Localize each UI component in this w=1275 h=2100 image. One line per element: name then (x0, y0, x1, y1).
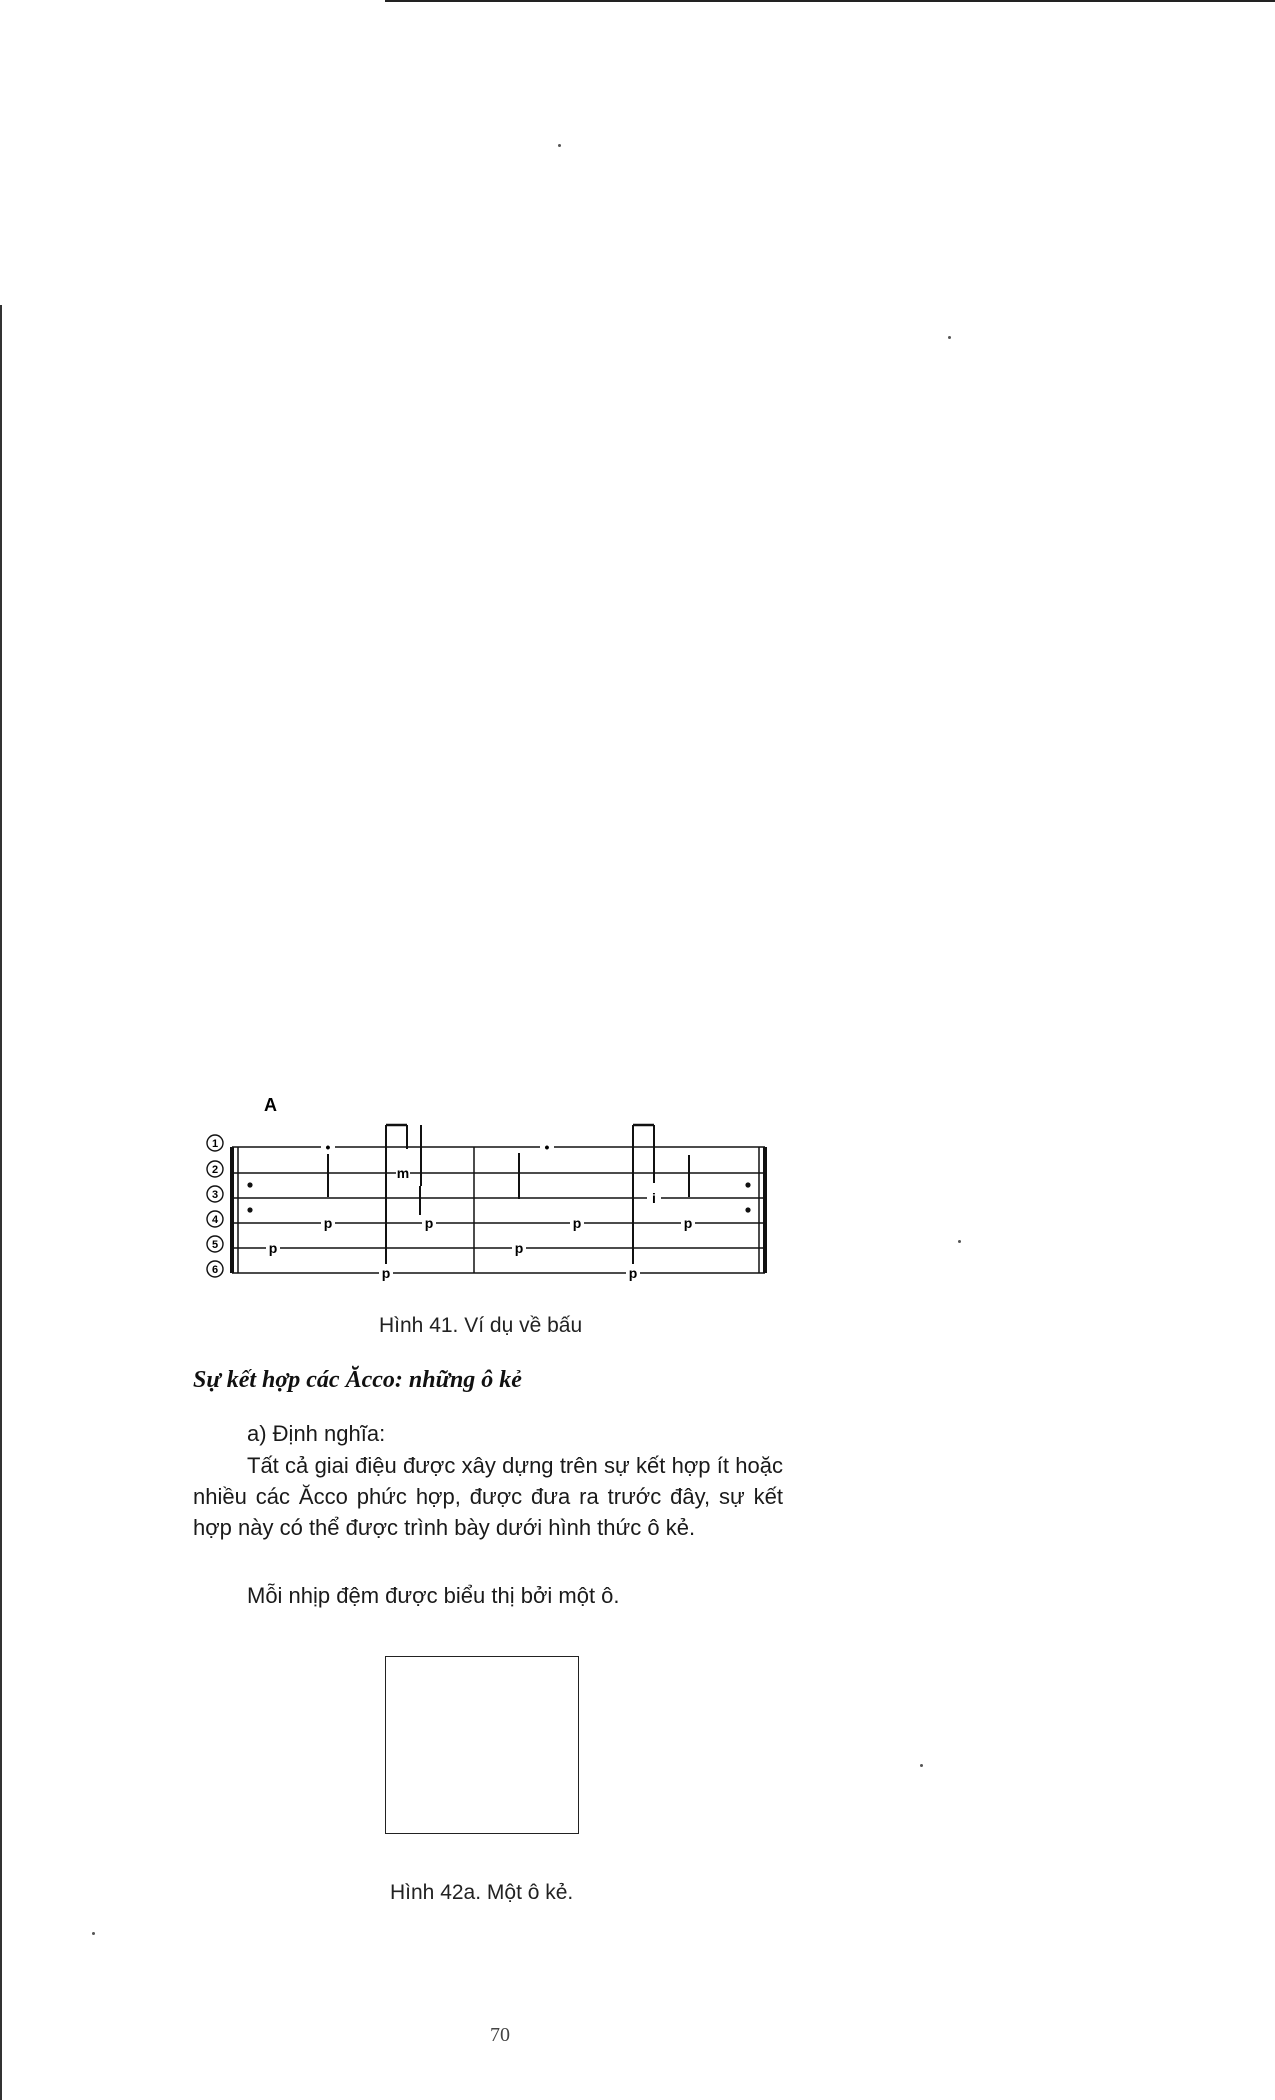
string-number-label: 2 (211, 1164, 219, 1176)
repeat-dot (247, 1207, 252, 1212)
string-number-label: 1 (211, 1138, 219, 1150)
tab-fingering-mark: p (268, 1240, 278, 1256)
string-number-label: 3 (211, 1189, 219, 1201)
body-paragraph-1: Tất cả giai điệu được xây dựng trên sự kết hợp ít hoặc nhiều các Ăcco phức hợp, được đưa ra trước đây, sự kết hợp này có thể được trình bày dưới hình thức ô kẻ. (193, 1453, 783, 1540)
section-label-a: A (264, 1095, 277, 1115)
body-paragraph-2: Mỗi nhịp đệm được biểu thị bởi một ô. (247, 1583, 620, 1608)
tab-fingering-mark: p (683, 1215, 693, 1231)
grid-box-figure (385, 1656, 579, 1834)
scan-speck (558, 144, 561, 147)
repeat-dot (247, 1182, 252, 1187)
scan-speck (958, 1240, 961, 1243)
definition-heading: a) Định nghĩa: (247, 1421, 386, 1446)
repeat-dot (745, 1182, 750, 1187)
tab-fingering-mark: p (572, 1215, 582, 1231)
tablature-figure (200, 1085, 800, 1295)
scan-top-edge (385, 0, 1275, 2)
scan-speck (920, 1764, 923, 1767)
figure-41-caption: Hình 41. Ví dụ về bấu (379, 1314, 583, 1337)
string-number-label: 5 (211, 1239, 219, 1251)
tab-barlines (232, 1147, 765, 1273)
tab-fingering-mark: • (544, 1139, 550, 1155)
page-number: 70 (490, 2024, 510, 2046)
tab-fingering-mark: p (628, 1265, 638, 1281)
tab-fingering-mark: i (652, 1190, 656, 1206)
scan-speck (92, 1932, 95, 1935)
string-number-label: 4 (211, 1214, 219, 1226)
tab-marks (247, 1125, 750, 1281)
scan-left-edge (0, 305, 2, 2100)
scan-speck (948, 336, 951, 339)
tab-fingering-mark: • (325, 1139, 331, 1155)
figure-42a-caption: Hình 42a. Một ô kẻ. (390, 1881, 574, 1904)
tab-fingering-mark: p (514, 1240, 524, 1256)
repeat-dot (745, 1207, 750, 1212)
tab-staff (232, 1147, 765, 1273)
string-number-column (207, 1135, 223, 1277)
tab-fingering-mark: p (323, 1215, 333, 1231)
tab-fingering-mark: p (381, 1265, 391, 1281)
string-number-label: 6 (211, 1264, 219, 1276)
tab-fingering-mark: p (424, 1215, 434, 1231)
section-title: Sự kết hợp các Ăcco: những ô kẻ (193, 1367, 522, 1393)
tab-fingering-mark: m (396, 1165, 410, 1181)
